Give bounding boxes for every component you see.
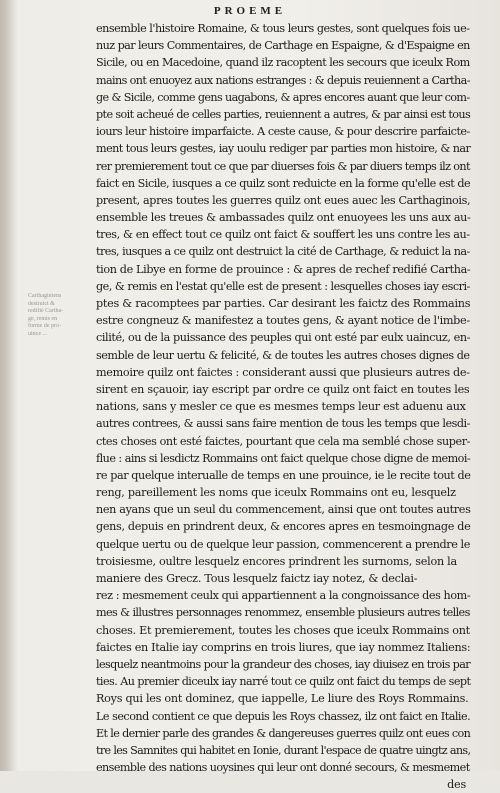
margin-note-show-through [28, 293, 92, 338]
text-line: lesquelz neantmoins pour la grandeur des choses, iay diuisez en trois par [96, 657, 471, 671]
text-line: ptes & racomptees par parties. Car desirant les faictz des Rommains [96, 297, 471, 310]
text-line: tre les Samnites qui habitet en Ionie, durant l'espace de quatre uingtz ans, [96, 743, 471, 757]
text-line: ge, & remis en l'estat qu'elle est de present : lesquelles choses iay escri- [96, 279, 470, 293]
text-line: flue : ains si lesdictz Rommains ont faict quelque chose digne de memoi- [96, 451, 471, 465]
text-line: present, apres toutes les guerres quilz ont eues auec les Carthaginois, [96, 193, 471, 207]
text-line: re par quelque interualle de temps en une prouince, ie le recite tout de [96, 468, 471, 482]
margin-note-line: ge, remis en [28, 315, 58, 322]
text-line: estre congneuz & manifestez a toutes gens, & ayant notice de l'imbe- [96, 314, 470, 328]
body-text [96, 20, 474, 792]
text-line: reng, pareillement les noms que iceulx Rommains ont eu, lesquelz [96, 486, 456, 500]
text-line: tion de Libye en forme de prouince : & apres de rechef redifié Cartha- [96, 262, 471, 276]
text-line: rez : mesmement ceulx qui appartiennent a la congnoissance des hom- [96, 589, 471, 603]
text-line: faict en Sicile, iusques a ce quilz sont reduicte en la forme qu'elle est de [96, 176, 471, 190]
text-line: nations, sans y mesler ce que es mesmes temps leur est aduenu aux [96, 400, 466, 414]
text-line: quelque uertu ou de quelque leur passion, commencerent a prendre le [96, 537, 470, 551]
text-line: choses. Et premierement, toutes les choses que iceulx Rommains ont [96, 623, 470, 637]
text-line: cilité, ou de la puissance des peuples qui ont esté par eulx uaincuz, en- [96, 331, 471, 345]
text-line: Sicile, ou en Macedoine, quand ilz racoptent les secours que iceulx Rom [96, 56, 470, 70]
text-line: Et le dernier parle des grandes & dangereuses guerres quilz ont eues con [96, 726, 471, 740]
text-line: ensemble l'histoire Romaine, & tous leurs gestes, sont quelques fois ue- [96, 22, 470, 35]
text-line: tres, & en effect tout ce quilz ont faict & souffert les uns contre les au- [96, 228, 470, 242]
text-line: ctes choses ont esté faictes, pourtant que cela ma semblé chose super- [96, 434, 471, 448]
margin-note-line: Carthaginiens [28, 293, 62, 299]
text-line: faictes en Italie iay comprins en trois liures, que iay nommez Italiens: [96, 640, 471, 654]
text-line: pte soit acheué de celles parties, reuiennent a autres, & par ainsi est tous [96, 107, 471, 121]
text-line: memoire quilz ont faictes : considerant aussi que plusieurs autres de- [96, 365, 470, 379]
margin-note-line: redifié Cartha- [28, 308, 64, 314]
text-line: nen ayans que un seul du commencement, ainsi que ont toutes autres [96, 503, 471, 517]
text-line: semble de leur uertu & felicité, & de toutes les autres choses dignes de [96, 348, 470, 362]
margin-note-line: forme de pro- [28, 323, 61, 329]
margin-note-line: destruict & [28, 300, 55, 307]
text-line: nuz par leurs Commentaires, de Carthage en Espaigne, & d'Espaigne en [96, 39, 470, 53]
text-line: troisiesme, oultre lesquelz encores prindrent les surnoms, selon la [96, 554, 457, 568]
text-line: ensemble des nations uoysines qui leur ont donné secours, & mesmemet [96, 761, 470, 775]
text-line: gens, depuis en prindrent deux, & encores apres en tesmoingnage de [96, 520, 471, 534]
text-line: sirent en sçauoir, iay escript par ordre ce quilz ont faict en toutes les [96, 382, 470, 396]
text-line: autres contrees, & aussi sans faire mention de tous les temps que lesdi- [96, 417, 470, 431]
text-line: mains ont enuoyez aux nations estranges : & depuis reuiennent a Cartha- [96, 73, 470, 87]
margin-note-line: uince ... [28, 330, 47, 337]
catchword: des [447, 778, 466, 792]
text-line: maniere des Grecz. Tous lesquelz faictz iay notez, & declai- [96, 572, 418, 585]
text-line: tres, iusques a ce quilz ont destruict la cité de Carthage, & reduict la na- [96, 245, 470, 259]
text-line: ties. Au premier diceulx iay narré tout ce quilz ont faict du temps de sept [96, 675, 471, 689]
running-head: PROEME [213, 5, 287, 17]
text-line: Le second contient ce que depuis les Roys chassez, ilz ont faict en Italie. [96, 709, 471, 723]
gutter-shadow [0, 0, 18, 771]
text-line: rer premierement tout ce que par diuerses fois & par diuers temps ilz ont [96, 159, 470, 173]
text-line: ge & Sicile, comme gens uagabons, & apres encores auant que leur com- [96, 90, 470, 104]
text-line: mes & illustres personnages renommez, ensemble plusieurs autres telles [96, 606, 470, 620]
text-line: Roys qui les ont dominez, que iappelle, Le liure des Roys Rommains. [96, 692, 469, 706]
text-line: iours leur histoire imparfaicte. A ceste cause, & pour descrire parfaicte- [96, 125, 470, 139]
text-line: ensemble les treues & ambassades quilz ont enuoyees les uns aux au- [96, 211, 471, 225]
text-line: ment tous leurs gestes, iay uoulu rediger par parties mon histoire, & nar [96, 142, 471, 156]
